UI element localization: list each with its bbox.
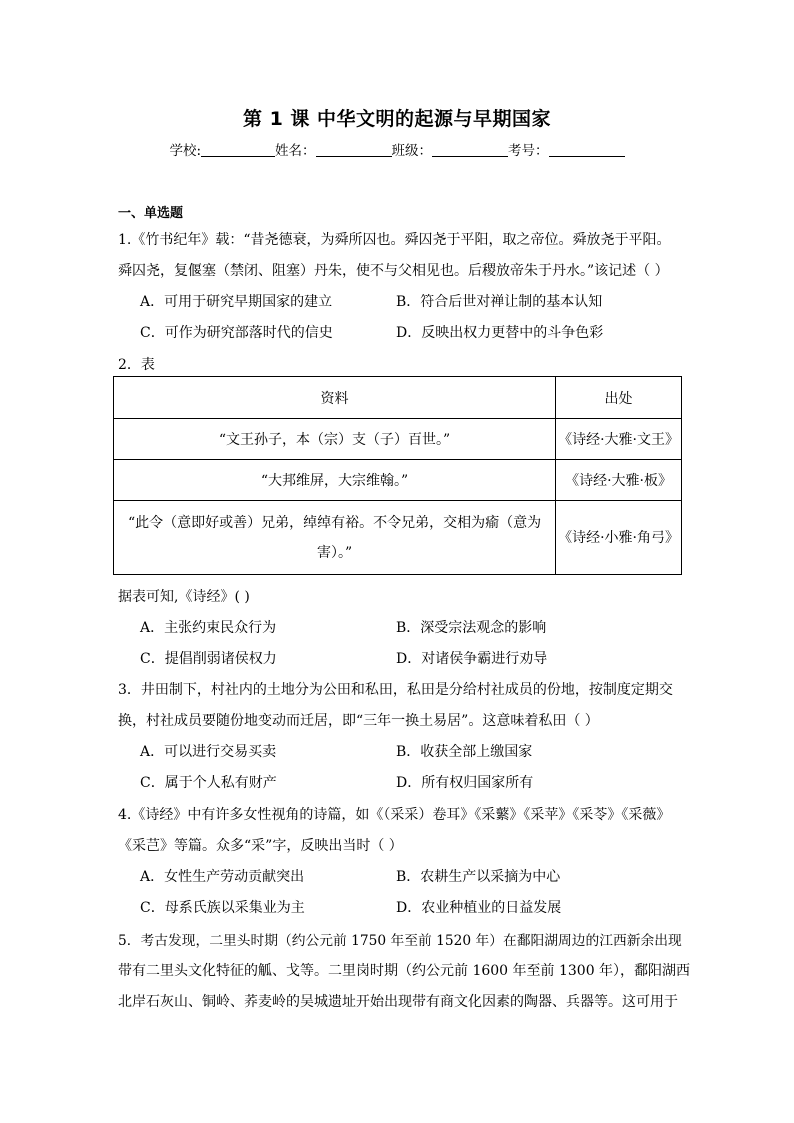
table-header-row: [114, 377, 682, 419]
q3-option-c[interactable]: C．属于个人私有财产: [140, 775, 277, 791]
q5-line-3: 北岸石灰山、铜岭、荞麦岭的吴城遗址开始出现带有商文化因素的陶器、兵器等。这可用于: [118, 994, 678, 1010]
table-cell-source: 《诗经·小雅·角弓》: [556, 501, 682, 575]
q2-option-a[interactable]: A．主张约束民众行为: [140, 620, 277, 636]
q1-line-2: 舜囚尧，复偃塞（禁闭、阻塞）丹朱，使不与父相见也。后稷放帝朱于丹水。”该记述（ ）: [118, 263, 669, 279]
q4-option-a[interactable]: A．女性生产劳动贡献突出: [140, 869, 305, 885]
q3-option-b[interactable]: B．收获全部上缴国家: [396, 744, 533, 760]
table-cell-text: “文王孙子，本（宗）支（子）百世。”: [114, 419, 556, 460]
q5-line-2: 带有二里头文化特征的觚、戈等。二里岗时期（约公元前 1600 年至前 1300 年），鄱阳湖西: [118, 963, 691, 979]
table-header-cell: 出处: [556, 377, 682, 419]
q4-option-c[interactable]: C．母系氏族以采集业为主: [140, 900, 305, 916]
q1-line-1: 1.《竹书纪年》载：“昔尧德衰，为舜所囚也。舜囚尧于平阳，取之帝位。舜放尧于平阳。: [118, 232, 671, 248]
q4-option-b[interactable]: B．农耕生产以采摘为中心: [396, 869, 561, 885]
table-header-cell: 资料: [114, 377, 556, 419]
table-row: [114, 460, 682, 501]
school-blank[interactable]: [201, 142, 275, 157]
class-blank[interactable]: [432, 142, 508, 157]
school-label: 学校:: [169, 143, 202, 159]
table-cell-text: “大邦维屏，大宗维翰。”: [114, 460, 556, 501]
q1-option-c[interactable]: C．可作为研究部落时代的信史: [140, 325, 333, 341]
q2-option-b[interactable]: B．深受宗法观念的影响: [396, 620, 547, 636]
source-table: [113, 376, 682, 575]
q2-lead: 2．表: [118, 357, 155, 373]
q2-option-d[interactable]: D．对诸侯争霸进行劝导: [396, 651, 548, 667]
table-cell-source: 《诗经·大雅·文王》: [556, 419, 682, 460]
q4-line-2: 《采芑》等篇。众多“采”字，反映出当时（ ）: [118, 838, 403, 854]
q3-option-d[interactable]: D．所有权归国家所有: [396, 775, 534, 791]
page-title: 第 1 课 中华文明的起源与早期国家: [242, 108, 552, 130]
q4-option-d[interactable]: D．农业种植业的日益发展: [396, 900, 562, 916]
table-row: [114, 501, 682, 575]
class-label: 班级：: [391, 143, 433, 159]
table-cell-source: 《诗经·大雅·板》: [556, 460, 682, 501]
section-title: 一、单选题: [118, 206, 184, 221]
name-label: 姓名：: [275, 143, 316, 159]
q1-option-d[interactable]: D．反映出权力更替中的斗争色彩: [396, 325, 604, 341]
exam-no-label: 考号：: [508, 143, 549, 159]
q3-line-2: 换，村社成员要随份地变动而迁居，即“三年一换土易居”。这意味着私田（ ）: [118, 713, 599, 729]
exam-no-blank[interactable]: [549, 142, 625, 157]
student-info-row: [0, 139, 794, 159]
q3-option-a[interactable]: A．可以进行交易买卖: [140, 744, 277, 760]
q5-line-1: 5．考古发现，二里头时期（约公元前 1750 年至前 1520 年）在鄱阳湖周边的江西新余出现: [118, 933, 682, 949]
q4-line-1: 4.《诗经》中有许多女性视角的诗篇，如《（采采）卷耳》《采蘩》《采苹》《采苓》《采薇》: [118, 807, 671, 823]
q2-option-c[interactable]: C．提倡削弱诸侯权力: [140, 651, 277, 667]
table-cell-text: “此令（意即好或善）兄弟，绰绰有裕。不令兄弟，交相为瘉（意为害）。”: [114, 501, 556, 575]
table-row: [114, 419, 682, 460]
q3-line-1: 3．井田制下，村社内的土地分为公田和私田，私田是分给村社成员的份地，按制度定期交: [118, 682, 673, 698]
q2-stem: 据表可知,《诗经》( ): [118, 589, 250, 605]
q1-option-b[interactable]: B．符合后世对禅让制的基本认知: [396, 294, 603, 310]
name-blank[interactable]: [316, 142, 392, 157]
q1-option-a[interactable]: A．可用于研究早期国家的建立: [140, 294, 333, 310]
